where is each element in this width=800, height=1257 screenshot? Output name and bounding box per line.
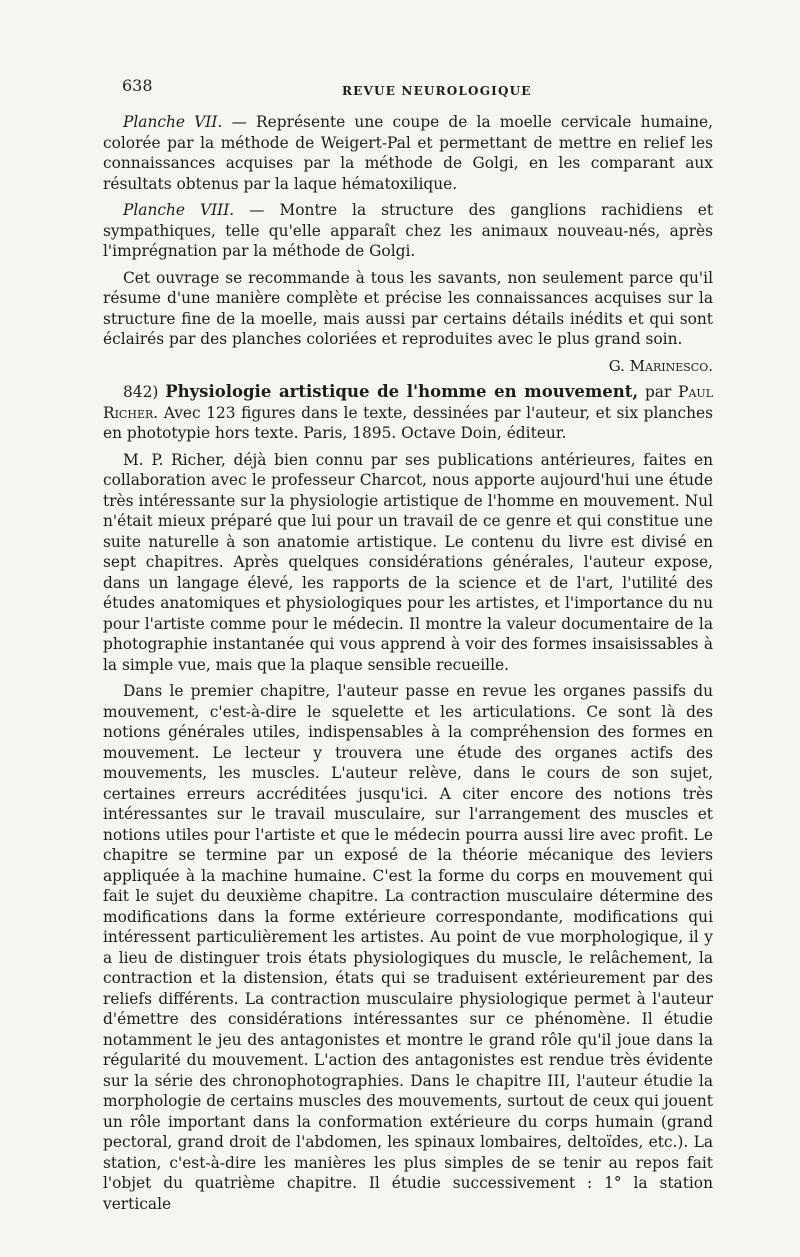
entry-number: 842) bbox=[123, 383, 159, 401]
plate-text: — Représente une coupe de la moelle cervicale humaine, colorée par la méthode de Weigert-Pal et permettant de mettre en relief les connaissances acquises par la méthode de Golgi, en les comparant aux résultats obtenus par la laque hématoxilique. bbox=[103, 113, 713, 193]
entry-title: Physiologie artistique de l'homme en mouvement, bbox=[165, 382, 639, 401]
reviewer-signature: G. Marinesco. bbox=[608, 356, 713, 375]
running-title: REVUE NEUROLOGIQUE bbox=[342, 84, 532, 98]
entry-author: Paul Richer bbox=[103, 383, 713, 422]
plate-text: — Montre la structure des ganglions rachidiens et sympathiques, telle qu'elle apparaît chez les animaux nouveau-nés, après l'imprégnation par la méthode de Golgi. bbox=[103, 201, 713, 260]
recommendation-paragraph: Cet ouvrage se recommande à tous les savants, non seulement parce qu'il résume d'une manière complète et précise les connaissances acquises sur la structure fine de la moelle, mais aussi par certains détails inédits et qui sont éclairés par des planches coloriées et reproduites avec le plus grand soin. bbox=[103, 268, 713, 348]
review-paragraph: M. P. Richer, déjà bien connu par ses publications antérieures, faites en collaboration avec le professeur Charcot, nous apporte aujourd'hui une étude très intéressante sur la physiologie artistique de l'homme en mouvement. Nul n'était mieux préparé que lui pour un travail de ce genre et qui constitue une suite naturelle à son anatomie artistique. Le contenu du livre est divisé en sept chapitres. Après quelques considérations générales, l'auteur expose, dans un langage élevé, les rapports de la science et de l'art, l'utilité des études anatomiques et physiologiques pour les artistes, et l'importance du nu pour l'artiste comme pour le médecin. Il montre la valeur documentaire de la photographie instantanée qui vous apprend à voir des formes insaisissables à la simple vue, mais que la plaque sensible recueille. bbox=[103, 450, 713, 674]
review-paragraph: Dans le premier chapitre, l'auteur passe en revue les organes passifs du mouvement, c'est-à-dire le squelette et les articulations. Ce sont là des notions générales utiles, indispensables à la compréhension des formes en mouvement. Le lecteur y trouvera une étude des organes actifs des mouvements, les muscles. L'auteur relève, dans le cours de son sujet, certaines erreurs accréditées jusqu'ici. A citer encore des notions très intéressantes sur le travail musculaire, sur l'arrangement des muscles et notions utiles pour l'artiste et que le médecin pourra aussi lire avec profit. Le chapitre se termine par un exposé de la théorie mécanique des leviers appliquée à la machine humaine. C'est la forme du corps en mouvement qui fait le sujet du deuxième chapitre. La contraction musculaire détermine des modifications dans la forme extérieure correspondante, modifications qui intéressent particulièrement les artistes. Au point de vue morphologique, il y a lieu de distinguer trois états physiologiques du muscle, le relâchement, la contraction et la distension, états qui se traduisent extérieurement par des reliefs différents. La contraction musculaire physiologique permet à l'auteur d'émettre des considérations intéressantes sur ce phénomène. Il étudie notamment le jeu des antagonistes et montre le grand rôle qu'il joue dans la régularité du mouvement. L'action des antagonistes est rendue très évidente sur la série des chronophotographies. Dans le chapitre III, l'auteur étudie la morphologie de certains muscles des mouvements, surtout de ceux qui jouent un rôle important dans la conformation extérieure du corps humain (grand pectoral, grand droit de l'abdomen, les spinaux lombaires, deltoïdes, etc.). La station, c'est-à-dire les manières les plus simples de se tenir au repos fait l'objet du quatrième chapitre. Il étudie successivement : 1° la station verticale bbox=[103, 682, 713, 1213]
plate-label: Planche VIII. bbox=[123, 201, 235, 219]
entry-by: par bbox=[638, 383, 679, 401]
plate-label: Planche VII. bbox=[123, 113, 223, 131]
plate-description bbox=[103, 112, 713, 194]
page-number: 638 bbox=[122, 76, 153, 95]
bibliographic-entry bbox=[103, 382, 713, 444]
entry-details: . Avec 123 figures dans le texte, dessinées par l'auteur, et six planches en phototypie hors texte. Paris, 1895. Octave Doin, éditeur. bbox=[103, 403, 713, 442]
plate-description bbox=[103, 200, 713, 262]
page-header bbox=[122, 76, 712, 100]
article-body bbox=[103, 112, 713, 1220]
